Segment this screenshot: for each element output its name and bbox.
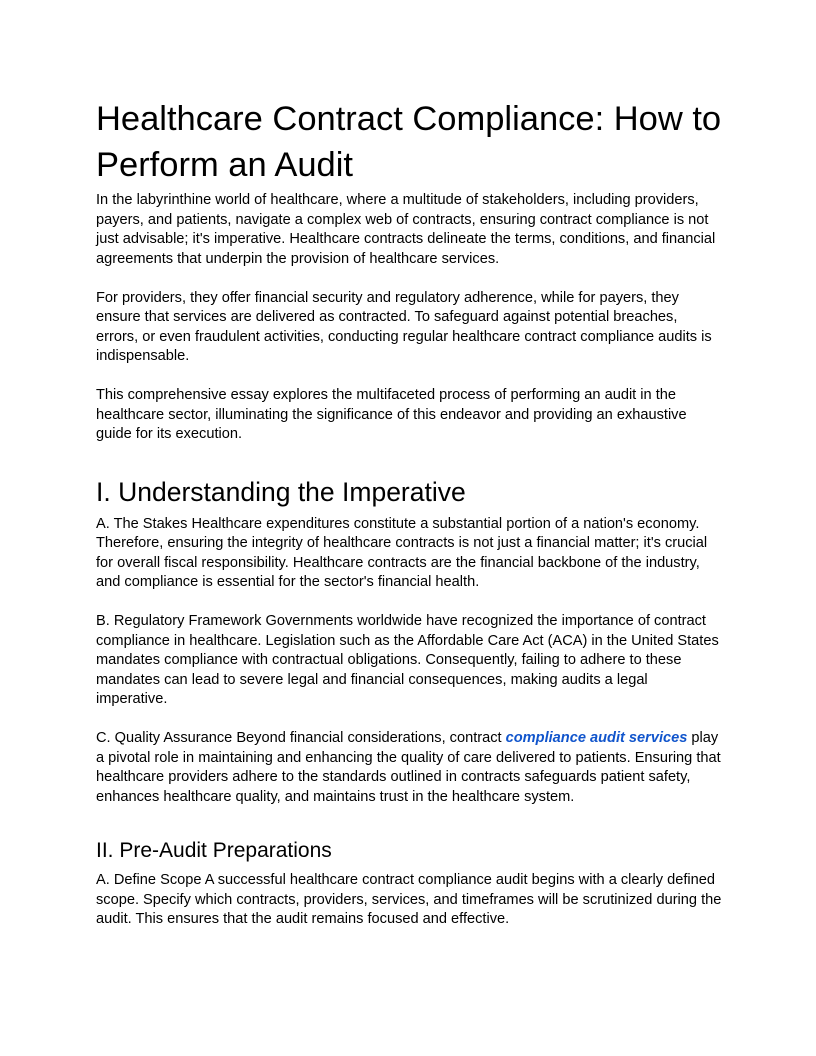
intro-paragraph-3: This comprehensive essay explores the multifaceted process of performing an audit in the healthcare sector, illuminating the significance of this endeavor and providing an exhaustive guide for its execution. [96, 387, 687, 442]
paragraph-regulatory-framework: B. Regulatory Framework Governments worldwide have recognized the importance of contract compliance in healthcare. Legislation such as the Affordable Care Act (ACA) in the United States mandates compliance with contractual obligations. Consequently, failing to adhere to these mandates can lead to severe legal and financial consequences, making audits a legal imperative. [96, 613, 719, 707]
compliance-audit-services-link[interactable]: compliance audit services [505, 730, 688, 746]
paragraph-stakes: A. The Stakes Healthcare expenditures constitute a substantial portion of a nation's economy. Therefore, ensuring the integrity of healthcare contracts is not just a financial matter; it's crucial for overall fiscal responsibility. Healthcare contracts are the financial backbone of the industry, and compliance is essential for the sector's financial health. [96, 515, 708, 590]
paragraph-quality-assurance [96, 729, 722, 807]
section-heading-pre-audit: II. Pre-Audit Preparations [96, 839, 332, 862]
paragraph-quality-assurance-lead: C. Quality Assurance Beyond financial considerations, contract [96, 730, 506, 746]
paragraph-define-scope: A. Define Scope A successful healthcare contract compliance audit begins with a clearly defined scope. Specify which contracts, providers, services, and timeframes will be scrutinized during the audit. This ensures that the audit remains focused and effective. [96, 872, 722, 927]
document-page [96, 96, 722, 930]
intro-paragraph-1: In the labyrinthine world of healthcare, where a multitude of stakeholders, including providers, payers, and patients, navigate a complex web of contracts, ensuring contract compliance is not just advisable; it's imperative. Healthcare contracts delineate the terms, conditions, and financial agreements that underpin the provision of healthcare services. [96, 192, 716, 267]
intro-paragraph-2: For providers, they offer financial security and regulatory adherence, while for payers, they ensure that services are delivered as contracted. To safeguard against potential breaches, errors, or even fraudulent activities, conducting regular healthcare contract compliance audits is indispensable. [96, 289, 712, 364]
document-title: Healthcare Contract Compliance: How to Perform an Audit [96, 100, 722, 184]
section-heading-understanding: I. Understanding the Imperative [96, 476, 466, 507]
paragraph-quality-assurance-rest: play a pivotal role in maintaining and enhancing the quality of care delivered to patients. Ensuring that healthcare providers adhere to the standards outlined in contracts safeguards patient safety, enhances healthcare quality, and maintains trust in the healthcare system. [96, 730, 721, 805]
